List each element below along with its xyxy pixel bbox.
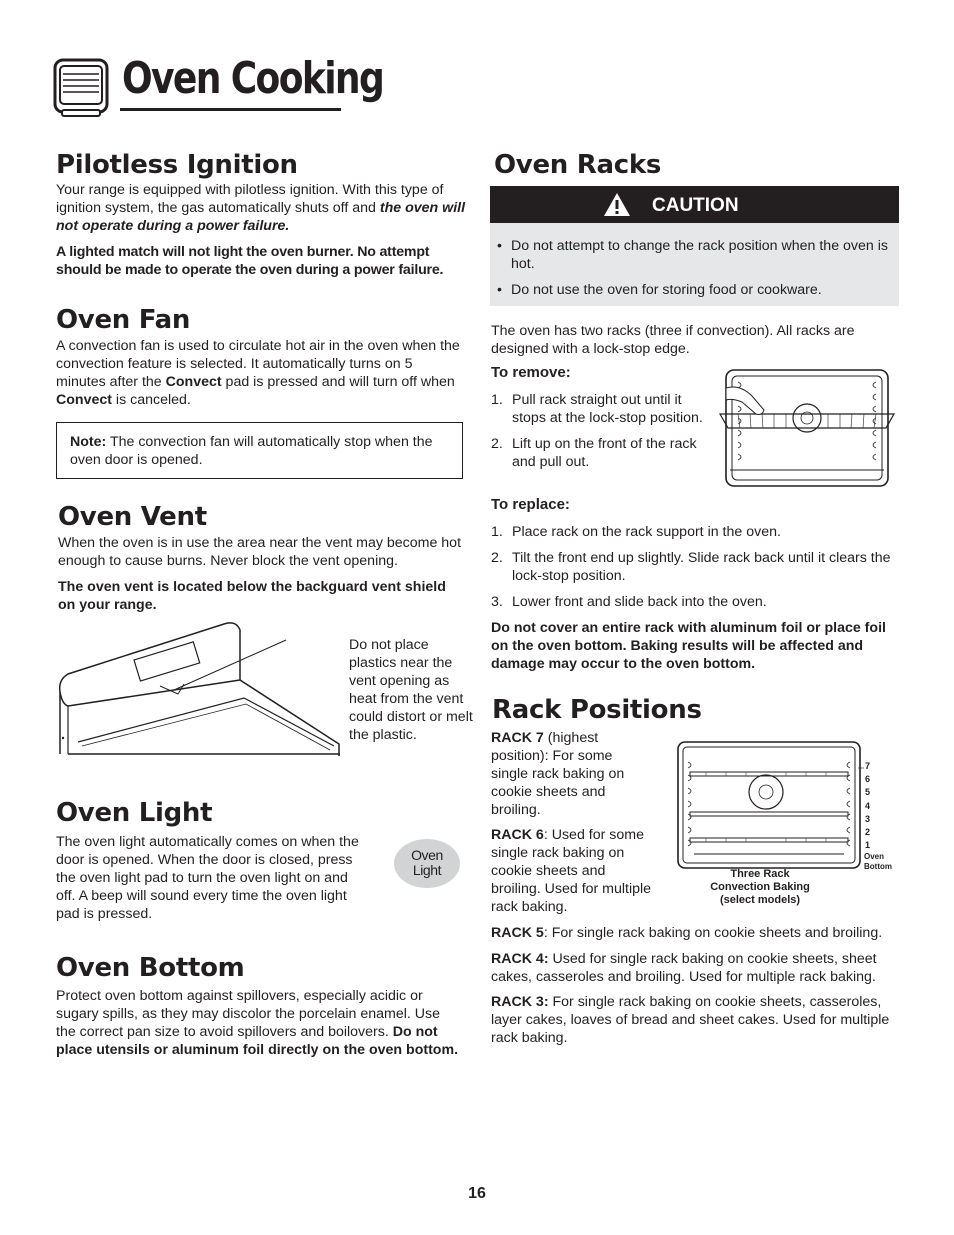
position-7: 7 — [865, 761, 871, 771]
step-number: 3. — [491, 594, 503, 610]
step-number: 1. — [491, 392, 503, 408]
pilotless-heading: Pilotless Ignition — [56, 150, 298, 180]
rack5-description — [491, 924, 903, 942]
rack7-label: RACK 7 — [491, 730, 544, 746]
fan-convect-1: Convect — [165, 374, 222, 390]
page-title: Oven Cooking — [122, 53, 384, 104]
list-item — [491, 523, 896, 541]
rack4-description — [491, 950, 903, 986]
caption-line3: (select models) — [719, 894, 801, 906]
step-text: Lift up on the front of the rack and pull out. — [512, 436, 697, 470]
rack6-label: RACK 6 — [491, 827, 544, 843]
rack-positions-diagram — [676, 740, 864, 872]
fan-text-3: is canceled. — [111, 392, 191, 408]
position-4: 4 — [865, 800, 871, 811]
range-vent-illustration — [54, 616, 344, 758]
list-item — [491, 435, 703, 471]
step-number: 1. — [491, 524, 503, 540]
caption-line1: Three Rack — [730, 868, 790, 880]
step-text: Lower front and slide back into the oven. — [512, 594, 767, 610]
diagram-oven-bottom-label — [864, 852, 892, 872]
header — [52, 52, 384, 122]
pad-label-line2: Light — [412, 862, 442, 878]
pilotless-emphasis: the oven will not operate during a power failure. — [56, 200, 466, 234]
light-heading: Oven Light — [56, 798, 213, 828]
caution-item: • Do not use the oven for storing food or cookware. — [490, 281, 890, 299]
caution-box — [490, 223, 899, 306]
fan-text-2: pad is pressed and will turn off when — [221, 374, 455, 390]
diagram-position-numbers — [865, 760, 879, 852]
bottom-paragraph — [56, 987, 461, 1059]
list-item — [491, 391, 703, 427]
vent-paragraph: When the oven is in use the area near the vent may become hot enough to cause burns. Never block the vent opening. — [58, 535, 462, 569]
caution-label: CAUTION — [652, 195, 739, 216]
fan-convect-2: Convect — [56, 392, 112, 408]
note-text: The convection fan will automatically stop when the oven door is opened. — [70, 434, 433, 468]
step-text: Pull rack straight out until it stops at the lock-stop position. — [512, 392, 703, 426]
fan-heading: Oven Fan — [56, 305, 191, 335]
positions-heading: Rack Positions — [492, 695, 702, 725]
fan-text: A convection fan is used to circulate hot air in the oven when the convection feature is selected. It automatically turns on 5 minutes after the — [56, 338, 460, 390]
bottom-text: Protect oven bottom against spillovers, especially acidic or sugary spills, as they may discolor the porcelain enamel. Use the correct pan size to avoid spillovers and boilovers. — [56, 988, 441, 1040]
caption-line2: Convection Baking — [710, 881, 810, 893]
position-1: 1 — [865, 840, 871, 851]
racks-heading: Oven Racks — [494, 150, 661, 180]
rack6-description — [491, 826, 656, 916]
rack6-text: : Used for some single rack baking on cookie sheets and broiling. Used for multiple rack baking. — [491, 827, 652, 915]
vent-callout: Do not place plastics near the vent opening as heat from the vent could distort or melt the plastic. — [349, 637, 473, 743]
step-number: 2. — [491, 550, 503, 566]
replace-heading: To replace: — [491, 496, 570, 513]
rack3-description — [491, 993, 903, 1047]
rack7-text: (highest position): For some single rack baking on cookie sheets and broiling. — [491, 730, 625, 818]
pilotless-text: Your range is equipped with pilotless ignition. With this type of ignition system, the gas automatically shuts off and — [56, 182, 444, 216]
oven-bottom-line2: Bottom — [864, 862, 892, 871]
fan-paragraph — [56, 337, 464, 409]
position-3: 3 — [865, 813, 871, 824]
replace-steps — [491, 523, 896, 611]
pad-label-line1: Oven — [411, 847, 443, 863]
remove-heading: To remove: — [491, 364, 571, 381]
light-paragraph: The oven light automatically comes on when the door is opened. When the door is closed, press the oven light pad to turn the oven light on and off. A beep will sound every time the oven light pad is pressed. — [56, 834, 359, 922]
diagram-caption — [680, 868, 840, 907]
step-text: Place rack on the rack support in the oven. — [512, 524, 781, 540]
rack5-label: RACK 5 — [491, 925, 544, 941]
step-number: 2. — [491, 436, 503, 452]
racks-intro: The oven has two racks (three if convection). All racks are designed with a lock-stop edge. — [491, 323, 855, 357]
caution-bar — [490, 186, 899, 223]
title-underline — [120, 108, 341, 111]
foil-warning: Do not cover an entire rack with aluminum foil or place foil on the oven bottom. Baking results will be affected and damage may occur to the oven bottom. — [491, 620, 886, 672]
rack-removal-illustration — [718, 366, 898, 490]
remove-steps — [491, 391, 703, 471]
step-text: Tilt the front end up slightly. Slide rack back until it clears the lock-stop position. — [512, 550, 891, 584]
rack3-text: For single rack baking on cookie sheets, casseroles, layer cakes, loaves of bread and sheet cakes. Used for multiple rack baking. — [491, 994, 890, 1046]
list-item — [491, 593, 896, 611]
position-6: 6 — [865, 774, 871, 785]
rack4-text: Used for single rack baking on cookie sheets, sheet cakes, casseroles and broiling. Used for multiple rack baking. — [491, 951, 877, 985]
rack5-text: : For single rack baking on cookie sheets and broiling. — [543, 925, 883, 941]
oven-icon — [52, 54, 112, 120]
vent-heading: Oven Vent — [58, 502, 207, 532]
warning-triangle-icon — [603, 192, 631, 217]
pilotless-paragraph — [56, 181, 466, 235]
position-5: 5 — [865, 787, 871, 798]
position-2: 2 — [865, 827, 871, 838]
note-label: Note: — [70, 434, 107, 450]
rack3-label: RACK 3: — [491, 994, 549, 1010]
list-item — [491, 549, 896, 585]
oven-light-pad[interactable] — [394, 839, 460, 888]
bottom-warning: Do not place utensils or aluminum foil directly on the oven bottom. — [56, 1024, 459, 1058]
fan-note-box — [56, 422, 463, 479]
rack4-label: RACK 4: — [491, 951, 549, 967]
fan-note — [70, 433, 455, 469]
caution-item: • Do not attempt to change the rack position when the oven is hot. — [490, 237, 890, 273]
bottom-heading: Oven Bottom — [56, 953, 245, 983]
vent-location: The oven vent is located below the backguard vent shield on your range. — [58, 579, 446, 613]
page-number: 16 — [468, 1185, 486, 1202]
caution-list — [490, 237, 890, 299]
oven-bottom-line1: Oven — [864, 852, 885, 861]
pilotless-warning: A lighted match will not light the oven burner. No attempt should be made to operate the oven during a power failure. — [56, 244, 444, 278]
rack7-description — [491, 729, 651, 819]
